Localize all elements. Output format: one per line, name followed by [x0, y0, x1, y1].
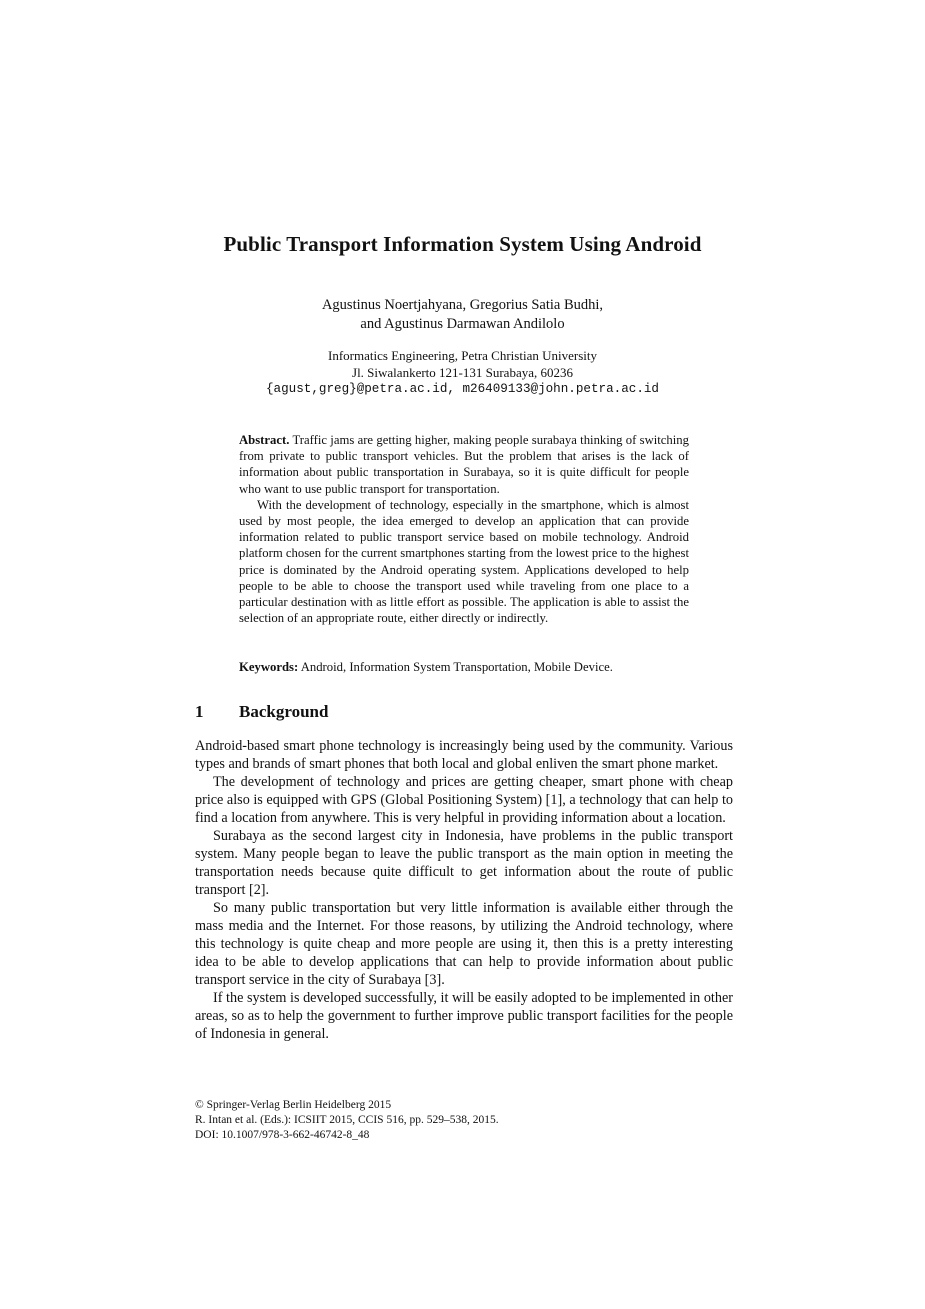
body-paragraph: So many public transportation but very little information is available either through the mass media and the Internet. For those reasons, by utilizing the Android technology, where this technology is quite cheap and more people are using it, then this is a pretty interesting idea to be able to develop applications that can help to provide information about public transport service in the city of Surabaya [3].	[195, 900, 733, 988]
abstract-label: Abstract.	[239, 433, 290, 447]
body-paragraph: If the system is developed successfully, it will be easily adopted to be implemented in other areas, so as to help the government to further improve public transport facilities for the people of Indonesia in general.	[195, 990, 733, 1042]
affiliation-block	[0, 347, 925, 398]
keywords-label: Keywords:	[239, 660, 299, 674]
abstract	[239, 432, 689, 626]
authors-line-1: Agustinus Noertjahyana, Gregorius Satia Budhi,	[321, 297, 604, 313]
abstract-text-1: Traffic jams are getting higher, making people surabaya thinking of switching from private to public transport vehicles. But the problem that arises is the lack of information about public transportation in Surabaya, so it is quite difficult for people who want to use public transport for transportation.	[239, 433, 689, 496]
abstract-paragraph-1	[239, 432, 689, 497]
authors-line-2: and Agustinus Darmawan Andilolo	[360, 316, 565, 332]
footer-citation: R. Intan et al. (Eds.): ICSIIT 2015, CCIS 516, pp. 529–538, 2015.	[195, 1114, 499, 1126]
body-paragraph: The development of technology and prices are getting cheaper, smart phone with cheap price also is equipped with GPS (Global Positioning System) [1], a technology that can help to find a location from anywhere. This is very helpful in providing information about a location.	[195, 774, 733, 826]
keywords-text: Android, Information System Transportation, Mobile Device.	[300, 660, 613, 674]
author-list	[0, 296, 925, 334]
footer-copyright: © Springer-Verlag Berlin Heidelberg 2015	[195, 1099, 392, 1111]
section-body	[195, 737, 733, 1043]
section-heading	[195, 702, 328, 722]
body-paragraph: Surabaya as the second largest city in Indonesia, have problems in the public transport system. Many people began to leave the public transport as the main option in meeting the transportation needs because quite difficult to get information about the route of public transport [2].	[195, 828, 733, 898]
keywords	[239, 659, 689, 675]
section-title: Background	[239, 702, 329, 721]
paper-title: Public Transport Information System Using Android	[223, 232, 702, 256]
affiliation-line-2: Jl. Siwalankerto 121-131 Surabaya, 60236	[352, 365, 573, 380]
section-number: 1	[195, 702, 204, 721]
author-emails: {agust,greg}@petra.ac.id, m26409133@john.petra.ac.id	[266, 382, 659, 396]
copyright-footer	[195, 1098, 499, 1143]
affiliation-line-1: Informatics Engineering, Petra Christian University	[328, 348, 597, 363]
abstract-paragraph-2: With the development of technology, especially in the smartphone, which is almost used by most people, the idea emerged to develop an application that can provide information related to public transport service based on mobile technology. Android platform chosen for the current smartphones starting from the lowest price to the highest price is dominated by the Android operating system. Applications developed to help people to be able to choose the transport used while traveling from one place to a particular destination with as little effort as possible. The application is able to assist the selection of an appropriate route, either directly or indirectly.	[239, 497, 689, 626]
body-paragraph: Android-based smart phone technology is increasingly being used by the community. Various types and brands of smart phones that both local and global enliven the smart phone market.	[195, 738, 733, 772]
footer-doi: DOI: 10.1007/978-3-662-46742-8_48	[195, 1129, 370, 1141]
